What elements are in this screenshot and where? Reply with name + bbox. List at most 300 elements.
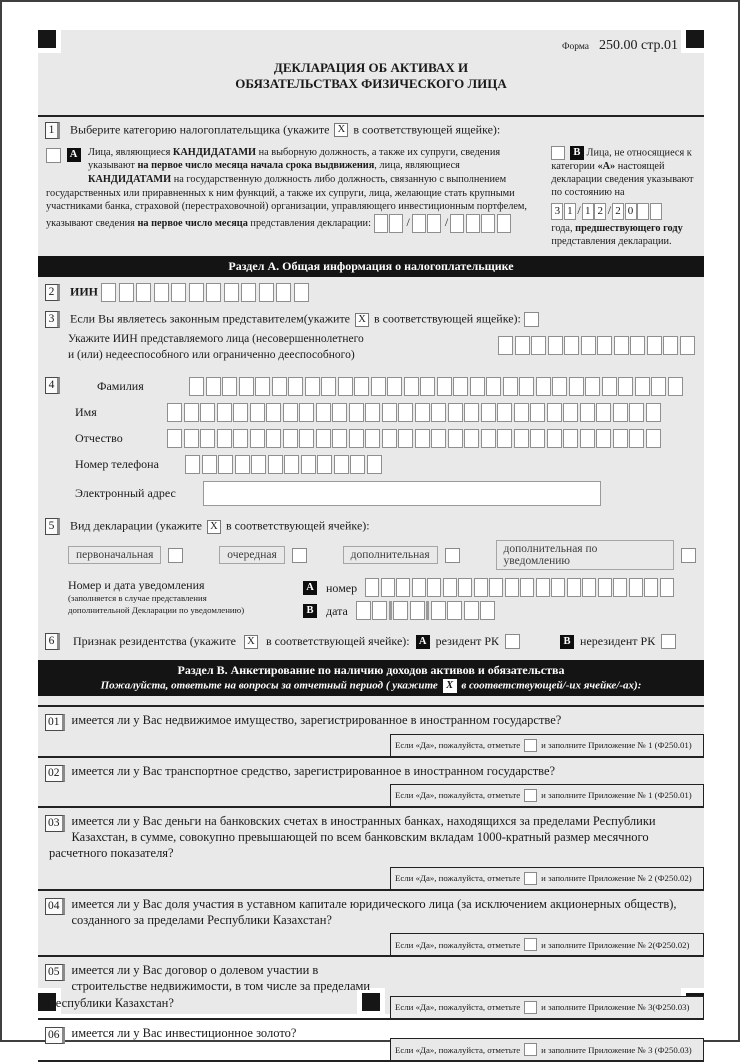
category-b-checkbox[interactable] (551, 146, 565, 160)
char-cell[interactable] (283, 403, 298, 422)
char-cell[interactable] (259, 283, 274, 302)
residency-label-after: в соответствующей ячейке): (265, 634, 410, 649)
yes-note (390, 996, 704, 1018)
char-cell[interactable] (618, 377, 633, 396)
char-cell[interactable] (233, 429, 248, 448)
char-cell[interactable] (276, 283, 291, 302)
question-number: 04 (45, 898, 65, 915)
char-cell[interactable] (189, 377, 204, 396)
category-b-block: В Лица, не относящиеся к категории «А» настоящей декларации сведения указывают по состоянию на 3 1 / 1 2 / 2 0 года, предшествующего году представления декларации. (551, 146, 696, 249)
char-cell[interactable] (585, 377, 600, 396)
char-cell[interactable] (321, 377, 336, 396)
char-cell[interactable]: 1 (564, 203, 576, 220)
char-cell[interactable] (481, 403, 496, 422)
category-a-badge: А (67, 148, 81, 162)
char-cell[interactable] (503, 377, 518, 396)
yes-note-post: и заполните Приложение № 2 (Ф250.02) (541, 873, 692, 884)
char-cell[interactable] (222, 377, 237, 396)
char-cell[interactable] (167, 403, 182, 422)
char-cell[interactable] (398, 403, 413, 422)
date-slash: / (607, 203, 612, 218)
form-label: Форма (561, 42, 589, 52)
resident-badge: А (416, 635, 430, 649)
char-cell[interactable] (536, 377, 551, 396)
item-number: 3 (45, 311, 60, 328)
char-cell[interactable] (597, 336, 612, 355)
x-mark-example: X (244, 635, 258, 649)
char-cell[interactable] (663, 336, 678, 355)
char-cell[interactable] (136, 283, 151, 302)
question-row-04 (38, 889, 704, 956)
char-cell[interactable] (480, 601, 495, 620)
option-regular-checkbox[interactable] (292, 548, 307, 563)
question-number: 02 (45, 765, 65, 782)
char-cell[interactable] (381, 578, 395, 597)
char-cell[interactable] (629, 578, 643, 597)
char-cell[interactable] (389, 214, 403, 233)
char-cell[interactable] (470, 377, 485, 396)
char-cell[interactable] (255, 377, 270, 396)
char-cell[interactable] (268, 455, 283, 474)
char-cell[interactable] (680, 336, 695, 355)
char-cell[interactable] (224, 283, 239, 302)
char-cell[interactable] (431, 601, 446, 620)
char-cell[interactable] (644, 578, 658, 597)
registration-mark (686, 30, 704, 48)
char-cell[interactable] (427, 578, 441, 597)
char-cell[interactable] (387, 377, 402, 396)
title-line-2: ОБЯЗАТЕЛЬСТВАХ ФИЗИЧЕСКОГО ЛИЦА (235, 76, 507, 92)
char-cell[interactable] (250, 429, 265, 448)
date-day-cells (374, 214, 405, 233)
char-cell[interactable] (101, 283, 116, 302)
question-06-yes-checkbox[interactable] (524, 1043, 537, 1056)
char-cell[interactable] (241, 283, 256, 302)
char-cell[interactable] (650, 203, 662, 220)
char-cell[interactable] (235, 455, 250, 474)
char-cell[interactable] (443, 578, 457, 597)
char-cell[interactable]: 0 (625, 203, 637, 220)
yes-note-post: и заполните Приложение № 3 (Ф250.03) (541, 1044, 692, 1055)
char-cell[interactable] (250, 403, 265, 422)
notification-date-month (393, 601, 426, 620)
char-cell[interactable] (505, 578, 519, 597)
char-cell[interactable] (218, 455, 233, 474)
status-date-year (612, 203, 662, 220)
legal-representative-row (38, 305, 704, 328)
date-month-cells (412, 214, 443, 233)
char-cell[interactable] (431, 403, 446, 422)
char-cell[interactable] (200, 429, 215, 448)
declaration-type-label-after: в соответствующей ячейке): (225, 518, 370, 533)
char-cell[interactable] (602, 377, 617, 396)
notification-date-day (356, 601, 389, 620)
question-number: 05 (45, 964, 65, 981)
char-cell[interactable] (453, 377, 468, 396)
represented-person-label: Укажите ИИН представляемого лица (несовершеннолетнего и (или) недееспособного или ограниченно дееспособного) (68, 333, 364, 361)
char-cell[interactable] (332, 403, 347, 422)
char-cell[interactable] (299, 429, 314, 448)
char-cell[interactable] (171, 283, 186, 302)
yes-note (390, 1038, 704, 1060)
item-number: 6 (45, 633, 60, 650)
declaration-type-label: Вид декларации (укажите (70, 518, 202, 533)
category-a-text: Лица, являющиеся (88, 146, 173, 158)
char-cell[interactable] (382, 429, 397, 448)
char-cell[interactable]: 3 (551, 203, 563, 220)
char-cell[interactable] (272, 377, 287, 396)
question-text: имеется ли у Вас доля участия в уставном капитале юридического лица (за исключением акционерных обществ), созданного за пределами Республики Казахстан? (71, 896, 677, 927)
item-number: 5 (45, 518, 60, 535)
char-cell[interactable] (514, 429, 529, 448)
char-cell[interactable] (202, 455, 217, 474)
char-cell[interactable] (305, 377, 320, 396)
char-cell[interactable] (415, 403, 430, 422)
char-cell[interactable] (189, 283, 204, 302)
char-cell[interactable] (393, 601, 408, 620)
yes-note-pre: Если «Да», пожалуйста, отметьте (395, 939, 521, 950)
date-year-cells (450, 214, 512, 233)
form-number: 250.00 стр.01 (598, 38, 678, 53)
question-04-yes-checkbox[interactable] (524, 938, 537, 951)
question-number: 01 (45, 714, 65, 731)
date-slash: / (406, 215, 410, 230)
status-date-month (582, 203, 607, 220)
patronymic-cells (167, 429, 662, 448)
char-cell[interactable] (412, 214, 426, 233)
char-cell[interactable] (184, 429, 199, 448)
char-cell[interactable] (581, 336, 596, 355)
option-regular: очередная (219, 546, 284, 564)
surname-label: Фамилия (97, 379, 144, 394)
patronymic-label: Отчество (75, 431, 123, 446)
represented-person-block (38, 328, 704, 363)
date-separator (426, 601, 429, 620)
iin-label: ИИН (70, 284, 99, 299)
char-cell[interactable] (613, 429, 628, 448)
char-cell[interactable] (372, 601, 387, 620)
date-label: дата (326, 603, 348, 618)
char-cell[interactable] (547, 403, 562, 422)
category-a-checkbox[interactable] (46, 148, 61, 163)
char-cell[interactable] (629, 429, 644, 448)
char-cell[interactable] (350, 455, 365, 474)
char-cell[interactable] (299, 403, 314, 422)
char-cell[interactable] (515, 336, 530, 355)
question-row-01 (38, 705, 704, 755)
char-cell[interactable] (316, 403, 331, 422)
char-cell[interactable] (284, 455, 299, 474)
form-meta (38, 30, 704, 54)
char-cell[interactable] (431, 429, 446, 448)
char-cell[interactable] (481, 429, 496, 448)
char-cell[interactable] (464, 429, 479, 448)
char-cell[interactable] (596, 403, 611, 422)
char-cell[interactable] (206, 377, 221, 396)
char-cell[interactable] (338, 377, 353, 396)
char-cell[interactable] (613, 578, 627, 597)
char-cell[interactable] (427, 214, 441, 233)
row-a-badge: А (303, 581, 317, 595)
section-1-heading (45, 122, 696, 139)
email-row (45, 477, 696, 506)
char-cell[interactable] (206, 283, 221, 302)
represented-iin-cells (498, 332, 696, 363)
section-b-subtitle: Пожалуйста, ответьте на вопросы за отчетный период ( укажите X в соответствующей/-их ячейке/-ах): (100, 679, 642, 692)
char-cell[interactable] (450, 214, 464, 233)
char-cell[interactable] (547, 429, 562, 448)
notification-fields (303, 578, 675, 624)
email-input[interactable] (203, 481, 601, 506)
char-cell[interactable] (530, 403, 545, 422)
section-1 (38, 117, 704, 249)
char-cell[interactable] (266, 429, 281, 448)
notification-date-row (303, 601, 675, 620)
iin-cells (101, 283, 311, 302)
yes-note (390, 933, 704, 955)
char-cell[interactable] (563, 403, 578, 422)
notification-sublabel: (заполняется в случае представления дополнительной Декларации по уведомлению) (68, 593, 245, 615)
char-cell[interactable] (374, 214, 388, 233)
x-mark-example: X (355, 313, 369, 327)
char-cell[interactable] (580, 429, 595, 448)
char-cell[interactable] (531, 336, 546, 355)
char-cell[interactable] (520, 578, 534, 597)
char-cell[interactable] (596, 429, 611, 448)
option-initial-checkbox[interactable] (168, 548, 183, 563)
char-cell[interactable] (365, 403, 380, 422)
item-number: 4 (45, 377, 60, 394)
char-cell[interactable] (365, 429, 380, 448)
char-cell[interactable] (420, 377, 435, 396)
char-cell[interactable] (613, 403, 628, 422)
char-cell[interactable] (404, 377, 419, 396)
char-cell[interactable] (447, 601, 462, 620)
char-cell[interactable] (458, 578, 472, 597)
category-a-head (46, 146, 88, 174)
char-cell[interactable] (185, 455, 200, 474)
char-cell[interactable] (497, 214, 511, 233)
char-cell[interactable] (200, 403, 215, 422)
char-cell[interactable] (410, 601, 425, 620)
declaration-type-options (38, 535, 704, 570)
yes-note-pre: Если «Да», пожалуйста, отметьте (395, 790, 521, 801)
char-cell[interactable] (398, 429, 413, 448)
char-cell[interactable] (154, 283, 169, 302)
surname-cells (189, 377, 684, 396)
char-cell[interactable] (646, 429, 661, 448)
yes-note-post: и заполните Приложение № 1 (Ф250.01) (541, 740, 692, 751)
char-cell[interactable] (536, 578, 550, 597)
char-cell[interactable] (630, 336, 645, 355)
yes-note (390, 867, 704, 889)
char-cell[interactable] (668, 377, 683, 396)
char-cell[interactable] (382, 403, 397, 422)
char-cell[interactable] (598, 578, 612, 597)
char-cell[interactable] (437, 377, 452, 396)
char-cell[interactable] (167, 429, 182, 448)
category-b-text: Лица, не относящиеся к категории (551, 146, 692, 172)
char-cell[interactable] (251, 455, 266, 474)
option-additional-notice: дополнительная по уведомлению (496, 540, 675, 570)
date-separator (389, 601, 392, 620)
char-cell[interactable] (660, 578, 674, 597)
char-cell[interactable] (497, 429, 512, 448)
nonresident-checkbox[interactable] (661, 634, 676, 649)
yes-note (390, 784, 704, 806)
resident-checkbox[interactable] (505, 634, 520, 649)
question-02-yes-checkbox[interactable] (524, 789, 537, 802)
char-cell[interactable] (288, 377, 303, 396)
notification-block (38, 570, 704, 624)
x-mark-example: X (207, 520, 221, 534)
question-text: имеется ли у Вас деньги на банковских счетах в иностранных банках, находящихся за пределами Республики Казахстан, в сумме, совокупно превышающей по всем банковским вкладам 1000-кратный размер месячного расчетного показателя? (49, 813, 656, 861)
char-cell[interactable] (184, 403, 199, 422)
char-cell[interactable] (637, 203, 649, 220)
x-mark-example: X (443, 679, 457, 693)
char-cell[interactable] (334, 455, 349, 474)
char-cell[interactable] (580, 403, 595, 422)
char-cell[interactable] (519, 377, 534, 396)
char-cell[interactable] (217, 429, 232, 448)
x-mark-example: X (334, 123, 348, 137)
char-cell[interactable] (552, 377, 567, 396)
firstname-label: Имя (75, 405, 97, 420)
char-cell[interactable] (489, 578, 503, 597)
char-cell[interactable] (647, 336, 662, 355)
char-cell[interactable] (651, 377, 666, 396)
char-cell[interactable]: 1 (582, 203, 594, 220)
char-cell[interactable] (530, 429, 545, 448)
char-cell[interactable]: 2 (612, 203, 624, 220)
question-text: имеется ли у Вас договор о долевом участии в строительстве недвижимости, в том числе за пределами Республики Казахстан? (49, 963, 371, 1010)
question-text: имеется ли у Вас транспортное средство, зарегистрированное в иностранном государстве? (71, 763, 556, 778)
char-cell[interactable] (582, 578, 596, 597)
char-cell[interactable] (567, 578, 581, 597)
question-row-02 (38, 756, 704, 806)
char-cell[interactable] (283, 429, 298, 448)
yes-note-post: и заполните Приложение № 1 (Ф250.01) (541, 790, 692, 801)
char-cell[interactable] (646, 403, 661, 422)
section-1-label: Выберите категорию налогоплательщика (укажите (70, 121, 330, 136)
number-label: номер (326, 580, 358, 595)
char-cell[interactable] (233, 403, 248, 422)
char-cell[interactable] (497, 403, 512, 422)
question-05-yes-checkbox[interactable] (524, 1001, 537, 1014)
char-cell[interactable] (119, 283, 134, 302)
yes-note-pre: Если «Да», пожалуйста, отметьте (395, 740, 521, 751)
char-cell[interactable] (412, 578, 426, 597)
notification-date-year (431, 601, 497, 620)
char-cell[interactable] (464, 403, 479, 422)
char-cell[interactable] (474, 578, 488, 597)
option-additional: дополнительная (343, 546, 438, 564)
question-row-06 (38, 1018, 704, 1060)
char-cell[interactable] (551, 578, 565, 597)
iin-row (38, 277, 704, 302)
status-date-day (551, 203, 576, 220)
char-cell[interactable] (294, 283, 309, 302)
yes-note-pre: Если «Да», пожалуйста, отметьте (395, 1002, 521, 1013)
char-cell[interactable]: 2 (594, 203, 606, 220)
char-cell[interactable] (301, 455, 316, 474)
registration-mark (38, 30, 56, 48)
char-cell[interactable] (614, 336, 629, 355)
option-additional-notice-checkbox[interactable] (681, 548, 696, 563)
char-cell[interactable] (354, 377, 369, 396)
status-date-row (551, 203, 696, 220)
page-title (38, 60, 704, 93)
section-b-title: Раздел В. Анкетирование по наличию доходов активов и обязательства (177, 663, 565, 678)
char-cell[interactable] (548, 336, 563, 355)
question-03-yes-checkbox[interactable] (524, 872, 537, 885)
personal-data-section (38, 367, 704, 506)
char-cell[interactable] (396, 578, 410, 597)
representative-checkbox[interactable] (524, 312, 539, 327)
surname-row (67, 373, 696, 396)
char-cell[interactable] (569, 377, 584, 396)
nonresident-label: нерезидент РК (580, 634, 656, 649)
notification-label: Номер и дата уведомления (68, 578, 205, 593)
char-cell[interactable] (239, 377, 254, 396)
notification-label-block (68, 578, 303, 624)
notification-number-row (303, 578, 675, 597)
option-additional-checkbox[interactable] (445, 548, 460, 563)
category-b-badge: В (570, 146, 584, 160)
char-cell[interactable] (448, 429, 463, 448)
char-cell[interactable] (266, 403, 281, 422)
char-cell[interactable] (486, 377, 501, 396)
char-cell[interactable] (448, 403, 463, 422)
char-cell[interactable] (514, 403, 529, 422)
char-cell[interactable] (371, 377, 386, 396)
yes-note (390, 734, 704, 756)
char-cell[interactable] (415, 429, 430, 448)
char-cell[interactable] (349, 429, 364, 448)
question-01-yes-checkbox[interactable] (524, 739, 537, 752)
char-cell[interactable] (367, 455, 382, 474)
email-label: Электронный адрес (75, 486, 176, 501)
char-cell[interactable] (356, 601, 371, 620)
question-text: имеется ли у Вас инвестиционное золото? (71, 1025, 297, 1040)
questionnaire (38, 705, 704, 1062)
char-cell[interactable] (317, 455, 332, 474)
char-cell[interactable] (498, 336, 513, 355)
char-cell[interactable] (349, 403, 364, 422)
question-number: 06 (45, 1027, 65, 1044)
firstname-row (45, 399, 696, 422)
char-cell[interactable] (563, 429, 578, 448)
char-cell[interactable] (481, 214, 495, 233)
char-cell[interactable] (629, 403, 644, 422)
firstname-cells (167, 403, 662, 422)
char-cell[interactable] (635, 377, 650, 396)
char-cell[interactable] (217, 403, 232, 422)
char-cell[interactable] (466, 214, 480, 233)
char-cell[interactable] (464, 601, 479, 620)
char-cell[interactable] (564, 336, 579, 355)
item-number: 2 (45, 284, 60, 301)
question-number: 03 (45, 815, 65, 832)
char-cell[interactable] (316, 429, 331, 448)
char-cell[interactable] (332, 429, 347, 448)
option-initial: первоначальная (68, 546, 161, 564)
residency-label: Признак резидентства (укажите (73, 634, 236, 649)
item-number: 1 (45, 122, 60, 139)
phone-row (45, 451, 696, 474)
char-cell[interactable] (365, 578, 379, 597)
yes-note-pre: Если «Да», пожалуйста, отметьте (395, 873, 521, 884)
